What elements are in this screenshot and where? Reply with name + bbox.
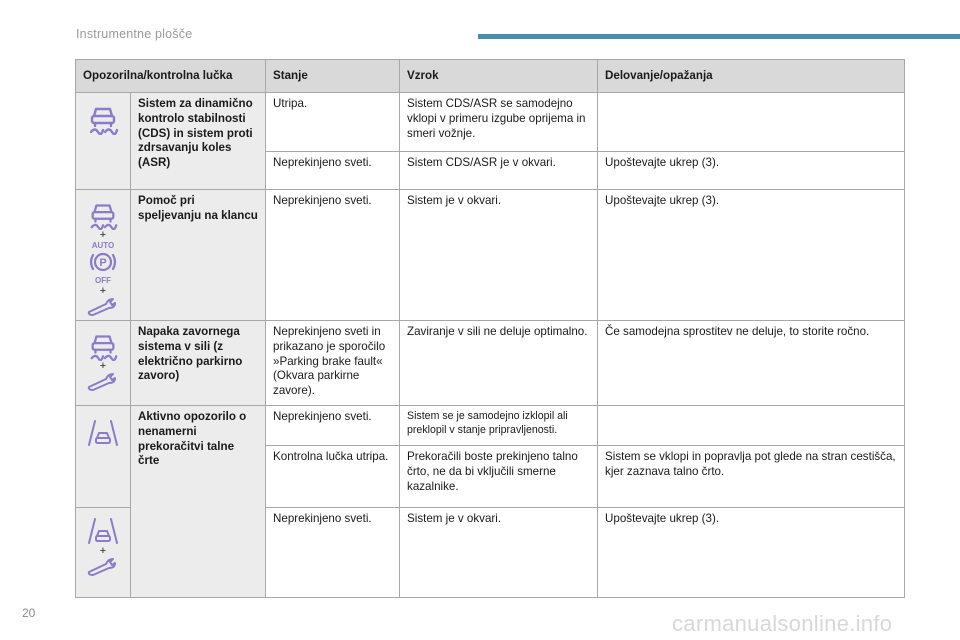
lane-icon bbox=[86, 516, 120, 546]
column-header-state: Stanje bbox=[266, 60, 400, 93]
plus-sign: + bbox=[99, 360, 107, 372]
icon-cell bbox=[76, 190, 131, 321]
p-label: P bbox=[99, 257, 107, 269]
cause-cell: Prekoračili boste prekinjeno talno črto, ne da bi vključili smerne kazalnike. bbox=[400, 446, 598, 508]
wrench-icon bbox=[86, 371, 120, 391]
cause-cell: Sistem se je samodejno izklopil ali preklopil v stanje pripravljenosti. bbox=[400, 406, 598, 446]
auto-label: AUTO bbox=[91, 241, 115, 250]
lane-icon bbox=[86, 418, 120, 448]
cause-cell: Sistem je v okvari. bbox=[400, 508, 598, 598]
light-name: Napaka zavornega sistema v sili (z električno parkirno zavoro) bbox=[131, 321, 266, 406]
state-cell: Neprekinjeno sveti in prikazano je sporočilo »Parking brake fault« (Okvara parkirne zavore). bbox=[266, 321, 400, 406]
header-accent-bar bbox=[478, 34, 960, 39]
off-label: OFF bbox=[95, 276, 111, 285]
watermark: carmanualsonline.info bbox=[672, 611, 893, 636]
action-cell: Če samodejna sprostitev ne deluje, to storite ročno. bbox=[598, 321, 905, 406]
action-cell bbox=[598, 406, 905, 446]
cause-cell: Zaviranje v sili ne deluje optimalno. bbox=[400, 321, 598, 406]
action-cell: Upoštevajte ukrep (3). bbox=[598, 152, 905, 190]
column-header-light: Opozorilna/kontrolna lučka bbox=[76, 60, 266, 93]
state-cell: Neprekinjeno sveti. bbox=[266, 508, 400, 598]
action-cell: Upoštevajte ukrep (3). bbox=[598, 508, 905, 598]
table-row bbox=[76, 406, 905, 446]
table-row bbox=[76, 321, 905, 406]
cds-asr-icon bbox=[86, 101, 120, 135]
table-header-row bbox=[76, 60, 905, 93]
icon-cell bbox=[76, 406, 131, 508]
warning-lights-table bbox=[75, 59, 905, 598]
icon-cell bbox=[76, 93, 131, 190]
action-cell: Sistem se vklopi in popravlja pot glede na stran cestišča, kjer zaznava talno črto. bbox=[598, 446, 905, 508]
column-header-cause: Vzrok bbox=[400, 60, 598, 93]
cause-cell: Sistem CDS/ASR je v okvari. bbox=[400, 152, 598, 190]
cause-cell: Sistem CDS/ASR se samodejno vklopi v primeru izgube oprijema in smeri vožnje. bbox=[400, 93, 598, 152]
state-cell: Kontrolna lučka utripa. bbox=[266, 446, 400, 508]
light-name: Sistem za dinamično kontrolo stabilnosti (CDS) in sistem proti zdrsavanju koles (ASR) bbox=[131, 93, 266, 190]
cause-cell: Sistem je v okvari. bbox=[400, 190, 598, 321]
action-cell bbox=[598, 93, 905, 152]
auto-p-off-icon bbox=[86, 240, 120, 286]
plus-sign: + bbox=[99, 545, 107, 557]
table-row bbox=[76, 93, 905, 152]
state-cell: Neprekinjeno sveti. bbox=[266, 190, 400, 321]
state-cell: Neprekinjeno sveti. bbox=[266, 152, 400, 190]
wrench-icon bbox=[86, 556, 120, 576]
section-title: Instrumentne plošče bbox=[76, 27, 193, 41]
state-cell: Utripa. bbox=[266, 93, 400, 152]
state-cell: Neprekinjeno sveti. bbox=[266, 406, 400, 446]
action-cell: Upoštevajte ukrep (3). bbox=[598, 190, 905, 321]
table-row bbox=[76, 190, 905, 321]
column-header-action: Delovanje/opažanja bbox=[598, 60, 905, 93]
wrench-icon bbox=[86, 296, 120, 316]
plus-sign: + bbox=[99, 285, 107, 297]
cds-asr-icon bbox=[87, 198, 119, 230]
page-number: 20 bbox=[22, 606, 36, 620]
icon-cell bbox=[76, 508, 131, 598]
plus-sign: + bbox=[99, 229, 107, 241]
light-name: Aktivno opozorilo o nenamerni prekoračitvi talne črte bbox=[131, 406, 266, 598]
light-name: Pomoč pri speljevanju na klancu bbox=[131, 190, 266, 321]
cds-asr-icon bbox=[87, 329, 119, 361]
icon-cell bbox=[76, 321, 131, 406]
